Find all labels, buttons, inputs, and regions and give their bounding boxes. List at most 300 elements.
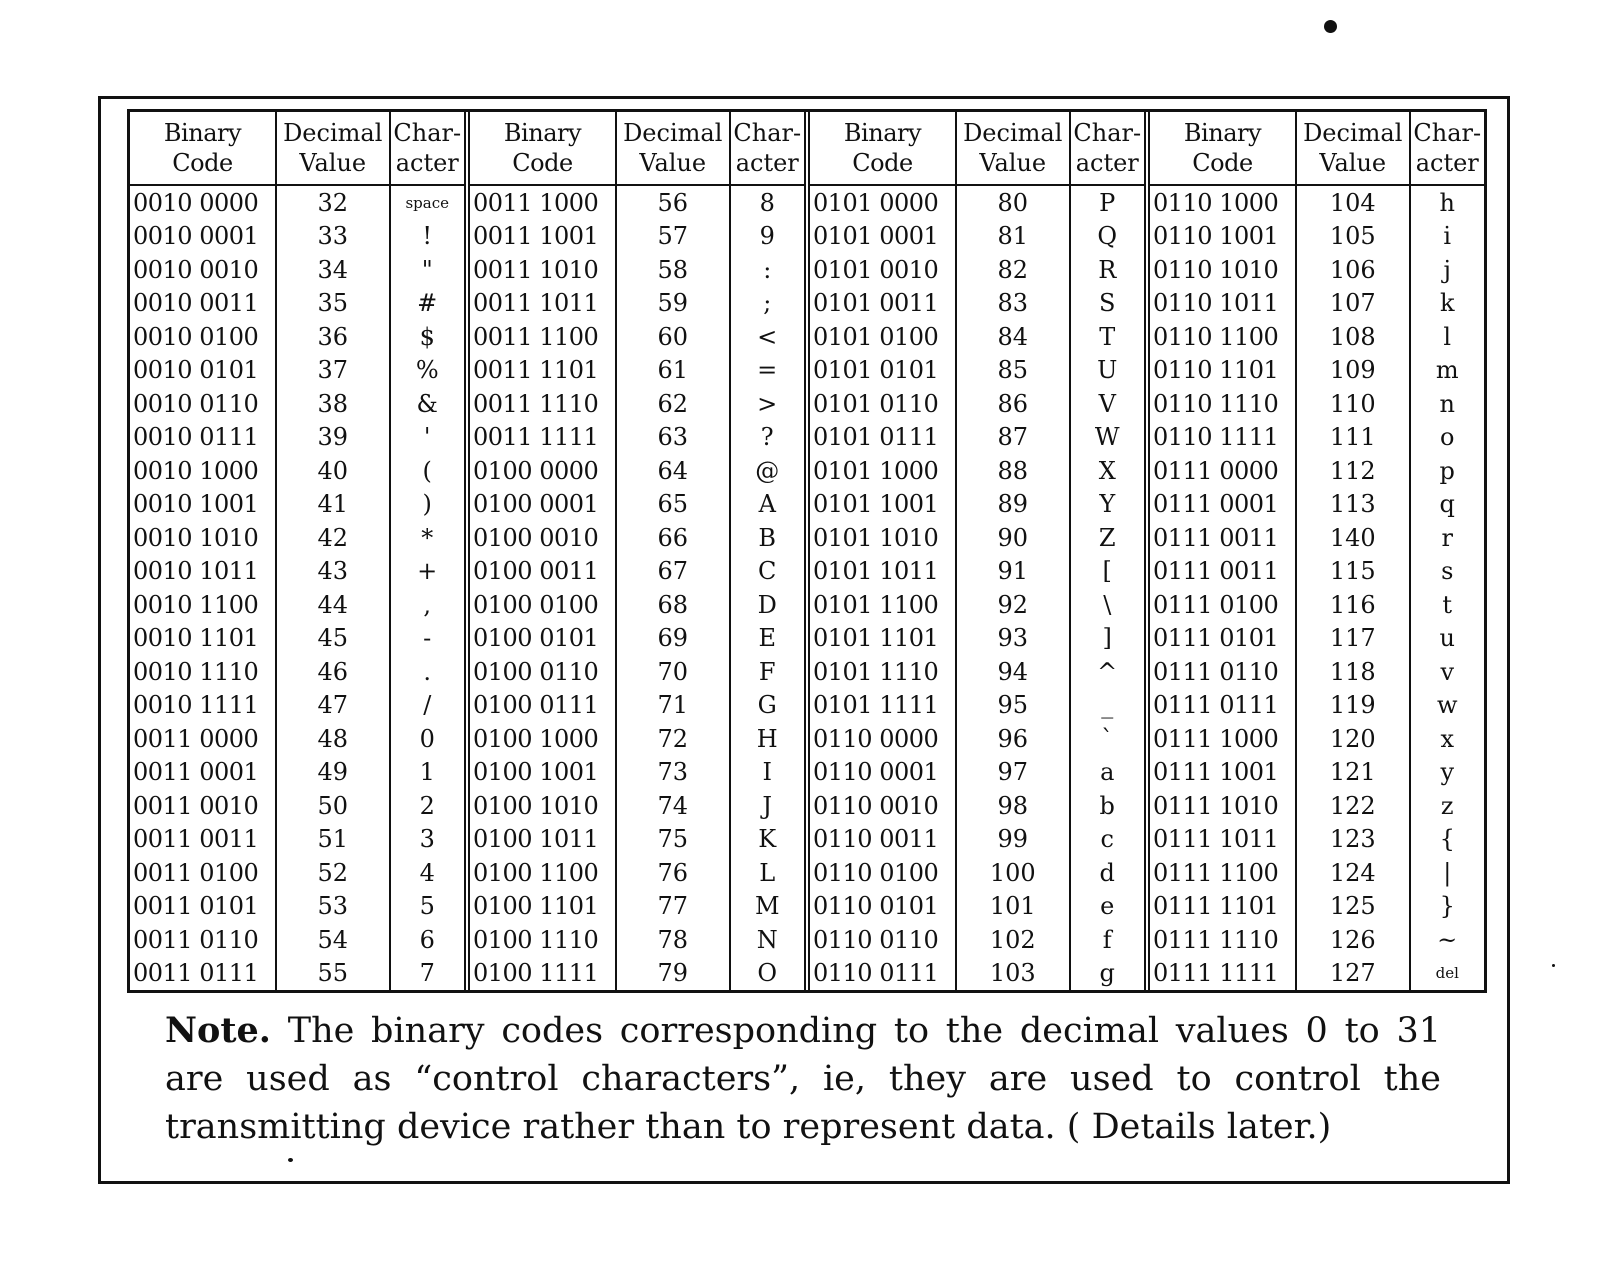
binary-code-cell: 0111 1001 (1150, 756, 1297, 790)
character-header (1071, 112, 1144, 184)
character-cell: M (754, 892, 780, 921)
decimal-value-cell: 110 (1297, 387, 1411, 421)
character-cell: del (1435, 964, 1459, 983)
decimal-value-header-line: Decimal (623, 119, 723, 147)
binary-code-cell: 0100 1011 (470, 823, 617, 857)
decimal-value-cell: 94 (957, 655, 1071, 689)
character-cell: R (1098, 255, 1117, 284)
binary-code-cell: 0111 1010 (1150, 789, 1297, 823)
character-cell: ' (423, 423, 431, 452)
table-body (130, 186, 464, 990)
character-cell: J (762, 791, 773, 820)
table-row (470, 555, 804, 589)
binary-code-cell: 0010 0101 (130, 354, 277, 388)
character-cell: ! (422, 222, 433, 251)
table-row (470, 689, 804, 723)
character-cell: q (1439, 490, 1455, 519)
binary-code-cell: 0101 0111 (810, 421, 957, 455)
character-cell: u (1439, 624, 1455, 653)
decimal-value-cell: 49 (277, 756, 391, 790)
character-cell: b (1099, 791, 1115, 820)
character-header-line: Char- (1073, 119, 1142, 147)
table-body (470, 186, 804, 990)
decimal-value-cell: 140 (1297, 521, 1411, 555)
decimal-value-cell: 109 (1297, 354, 1411, 388)
table-row (470, 588, 804, 622)
character-cell: t (1442, 590, 1453, 619)
table-row (810, 890, 1144, 924)
binary-code-cell: 0110 0100 (810, 856, 957, 890)
table-row (470, 387, 804, 421)
binary-code-cell: 0011 1001 (470, 220, 617, 254)
decimal-value-cell: 68 (617, 588, 731, 622)
decimal-value-cell: 116 (1297, 588, 1411, 622)
table-row (1150, 253, 1484, 287)
decimal-value-cell: 67 (617, 555, 731, 589)
character-header-line: acter (395, 149, 459, 177)
table-row (810, 320, 1144, 354)
decimal-value-cell: 62 (617, 387, 731, 421)
binary-code-header-line: Binary (843, 119, 922, 147)
decimal-value-cell: 117 (1297, 622, 1411, 656)
decimal-value-cell: 79 (617, 957, 731, 991)
table-row (130, 856, 464, 890)
binary-code-cell: 0101 1010 (810, 521, 957, 555)
decimal-value-cell: 51 (277, 823, 391, 857)
table-row (810, 387, 1144, 421)
binary-code-cell: 0111 1100 (1150, 856, 1297, 890)
binary-code-cell: 0010 0100 (130, 320, 277, 354)
character-cell: e (1100, 892, 1115, 921)
decimal-value-cell: 120 (1297, 722, 1411, 756)
decimal-value-cell: 76 (617, 856, 731, 890)
decimal-value-cell: 59 (617, 287, 731, 321)
decimal-value-cell: 90 (957, 521, 1071, 555)
binary-code-cell: 0100 0100 (470, 588, 617, 622)
table-row (130, 253, 464, 287)
table-row (470, 220, 804, 254)
decimal-value-header (1297, 112, 1411, 184)
binary-code-cell: 0100 0111 (470, 689, 617, 723)
decimal-value-cell: 80 (957, 186, 1071, 220)
table-row (1150, 823, 1484, 857)
character-cell: o (1440, 423, 1455, 452)
binary-code-cell: 0011 0010 (130, 789, 277, 823)
table-row (810, 789, 1144, 823)
binary-code-cell: 0010 0011 (130, 287, 277, 321)
decimal-value-cell: 45 (277, 622, 391, 656)
character-cell: $ (419, 322, 435, 351)
decimal-value-cell: 88 (957, 454, 1071, 488)
character-cell: V (1098, 389, 1116, 418)
binary-code-cell: 0101 1011 (810, 555, 957, 589)
table-row (470, 923, 804, 957)
table-row (130, 923, 464, 957)
binary-code-cell: 0011 0111 (130, 957, 277, 991)
table-row (810, 622, 1144, 656)
decimal-value-cell: 127 (1297, 957, 1411, 991)
character-cell: 3 (419, 825, 435, 854)
decimal-value-cell: 32 (277, 186, 391, 220)
character-header-line: acter (1075, 149, 1139, 177)
decimal-value-cell: 63 (617, 421, 731, 455)
decimal-value-cell: 52 (277, 856, 391, 890)
character-cell: , (423, 590, 432, 619)
binary-code-header (130, 112, 277, 184)
binary-code-cell: 0110 1010 (1150, 253, 1297, 287)
table-row (810, 555, 1144, 589)
decimal-value-cell: 101 (957, 890, 1071, 924)
character-cell: ; (763, 289, 772, 318)
decimal-value-cell: 111 (1297, 421, 1411, 455)
binary-code-header (1150, 112, 1297, 184)
character-cell: l (1443, 322, 1452, 351)
character-cell: < (757, 322, 778, 351)
binary-code-cell: 0110 0001 (810, 756, 957, 790)
binary-code-cell: 0011 0101 (130, 890, 277, 924)
binary-code-cell: 0111 0011 (1150, 521, 1297, 555)
decimal-value-cell: 66 (617, 521, 731, 555)
binary-code-cell: 0011 0110 (130, 923, 277, 957)
table-row (1150, 588, 1484, 622)
column-header-row (470, 112, 804, 186)
character-cell: y (1440, 758, 1455, 787)
table-row (1150, 622, 1484, 656)
table-row (470, 756, 804, 790)
binary-code-cell: 0101 1001 (810, 488, 957, 522)
character-cell: 9 (759, 222, 775, 251)
table-row (130, 957, 464, 991)
character-cell: m (1435, 356, 1459, 385)
character-cell: H (756, 724, 778, 753)
binary-code-cell: 0110 0101 (810, 890, 957, 924)
character-header-line: acter (1415, 149, 1479, 177)
table-column-group (1144, 112, 1484, 990)
table-row (130, 622, 464, 656)
decimal-value-cell: 91 (957, 555, 1071, 589)
table-row (470, 957, 804, 991)
table-row (810, 923, 1144, 957)
table-row (130, 421, 464, 455)
table-row (810, 253, 1144, 287)
binary-code-cell: 0111 1000 (1150, 722, 1297, 756)
character-cell: K (758, 825, 777, 854)
decimal-value-cell: 126 (1297, 923, 1411, 957)
character-cell: \ (1103, 590, 1112, 619)
character-cell: - (423, 624, 432, 653)
table-row (1150, 957, 1484, 991)
table-row (130, 320, 464, 354)
table-row (130, 354, 464, 388)
binary-code-header-line: Code (512, 149, 573, 177)
table-row (130, 454, 464, 488)
character-cell: } (1439, 892, 1455, 921)
decimal-value-cell: 73 (617, 756, 731, 790)
note-label: Note. (165, 1010, 271, 1051)
binary-code-cell: 0101 1100 (810, 588, 957, 622)
table-row (810, 756, 1144, 790)
binary-code-cell: 0111 0000 (1150, 454, 1297, 488)
table-row (810, 421, 1144, 455)
table-row (1150, 454, 1484, 488)
character-cell: { (1439, 825, 1455, 854)
table-row (470, 186, 804, 220)
table-row (130, 555, 464, 589)
character-cell: 4 (419, 858, 435, 887)
binary-code-cell: 0110 0110 (810, 923, 957, 957)
binary-code-cell: 0100 1001 (470, 756, 617, 790)
decimal-value-cell: 71 (617, 689, 731, 723)
binary-code-cell: 0100 1010 (470, 789, 617, 823)
ink-speck (1552, 964, 1555, 967)
binary-code-header-line: Binary (163, 119, 242, 147)
decimal-value-cell: 104 (1297, 186, 1411, 220)
character-cell: w (1436, 691, 1458, 720)
decimal-value-cell: 103 (957, 957, 1071, 991)
table-row (130, 756, 464, 790)
table-row (130, 823, 464, 857)
table-row (1150, 220, 1484, 254)
table-row (810, 220, 1144, 254)
decimal-value-cell: 119 (1297, 689, 1411, 723)
table-row (810, 722, 1144, 756)
table-row (470, 421, 804, 455)
decimal-value-cell: 50 (277, 789, 391, 823)
decimal-value-cell: 78 (617, 923, 731, 957)
note-text: The binary codes corresponding to the decimal values 0 to 31 are used as “control characters”, ie, they are used to control the transmitting device rather than to represent data. ( Details later.) (165, 1011, 1441, 1147)
binary-code-cell: 0011 1111 (470, 421, 617, 455)
binary-code-cell: 0010 1111 (130, 689, 277, 723)
character-cell: space (405, 193, 449, 212)
table-row (810, 186, 1144, 220)
table-row (470, 253, 804, 287)
table-row (1150, 387, 1484, 421)
character-cell: j (1443, 255, 1451, 284)
character-cell: % (415, 356, 439, 385)
table-row (1150, 421, 1484, 455)
table-row (470, 722, 804, 756)
character-cell: P (1099, 188, 1116, 217)
table-row (470, 789, 804, 823)
binary-code-cell: 0111 1101 (1150, 890, 1297, 924)
table-row (470, 856, 804, 890)
binary-code-cell: 0100 0000 (470, 454, 617, 488)
decimal-value-cell: 55 (277, 957, 391, 991)
character-cell: : (763, 255, 772, 284)
table-row (1150, 756, 1484, 790)
table-body (1150, 186, 1484, 990)
binary-code-cell: 0111 1111 (1150, 957, 1297, 991)
table-row (810, 287, 1144, 321)
character-cell: 5 (419, 892, 435, 921)
character-cell: h (1439, 188, 1455, 217)
character-header (731, 112, 804, 184)
table-row (470, 521, 804, 555)
binary-code-cell: 0100 0011 (470, 555, 617, 589)
table-row (470, 890, 804, 924)
binary-code-cell: 0010 1110 (130, 655, 277, 689)
decimal-value-cell: 41 (277, 488, 391, 522)
table-row (130, 186, 464, 220)
decimal-value-cell: 81 (957, 220, 1071, 254)
decimal-value-cell: 112 (1297, 454, 1411, 488)
character-cell: C (758, 557, 777, 586)
table-row (470, 454, 804, 488)
binary-code-cell: 0101 0010 (810, 253, 957, 287)
decimal-value-cell: 37 (277, 354, 391, 388)
binary-code-header-line: Code (852, 149, 913, 177)
decimal-value-cell: 100 (957, 856, 1071, 890)
binary-code-cell: 0011 1100 (470, 320, 617, 354)
table-row (1150, 488, 1484, 522)
decimal-value-cell: 74 (617, 789, 731, 823)
character-cell: L (759, 858, 776, 887)
table-row (130, 655, 464, 689)
binary-code-cell: 0101 0001 (810, 220, 957, 254)
decimal-value-header-line: Decimal (283, 119, 383, 147)
character-cell: D (757, 590, 777, 619)
binary-code-cell: 0101 0000 (810, 186, 957, 220)
character-cell: k (1439, 289, 1455, 318)
character-cell: ` (1101, 724, 1114, 753)
ascii-figure-frame (98, 96, 1510, 1184)
binary-code-cell: 0110 1011 (1150, 287, 1297, 321)
decimal-value-cell: 72 (617, 722, 731, 756)
decimal-value-cell: 43 (277, 555, 391, 589)
table-row (1150, 856, 1484, 890)
table-row (810, 957, 1144, 991)
table-row (130, 689, 464, 723)
decimal-value-cell: 93 (957, 622, 1071, 656)
binary-code-cell: 0010 0111 (130, 421, 277, 455)
binary-code-cell: 0101 0100 (810, 320, 957, 354)
binary-code-cell: 0010 0000 (130, 186, 277, 220)
decimal-value-cell: 82 (957, 253, 1071, 287)
character-cell: ) (422, 490, 432, 519)
table-row (1150, 186, 1484, 220)
character-cell: 6 (419, 925, 435, 954)
character-cell: f (1102, 925, 1112, 954)
decimal-value-cell: 38 (277, 387, 391, 421)
binary-code-cell: 0110 0011 (810, 823, 957, 857)
decimal-value-cell: 87 (957, 421, 1071, 455)
character-header-line: Char- (1413, 119, 1482, 147)
binary-code-cell: 0100 1110 (470, 923, 617, 957)
binary-code-cell: 0101 0101 (810, 354, 957, 388)
ascii-code-table (127, 109, 1487, 993)
character-cell: x (1440, 724, 1454, 753)
decimal-value-cell: 53 (277, 890, 391, 924)
table-body (810, 186, 1144, 990)
character-cell: Y (1099, 490, 1116, 519)
binary-code-header (470, 112, 617, 184)
table-row (810, 689, 1144, 723)
character-header-line: acter (735, 149, 799, 177)
character-cell: ^ (1097, 657, 1118, 686)
binary-code-cell: 0110 1000 (1150, 186, 1297, 220)
table-row (130, 488, 464, 522)
binary-code-cell: 0111 1110 (1150, 923, 1297, 957)
ink-speck (1324, 20, 1337, 33)
binary-code-cell: 0110 1001 (1150, 220, 1297, 254)
binary-code-cell: 0100 1000 (470, 722, 617, 756)
decimal-value-cell: 47 (277, 689, 391, 723)
table-row (130, 521, 464, 555)
binary-code-cell: 0110 1100 (1150, 320, 1297, 354)
decimal-value-cell: 48 (277, 722, 391, 756)
character-cell: N (756, 925, 778, 954)
binary-code-cell: 0011 1000 (470, 186, 617, 220)
decimal-value-cell: 42 (277, 521, 391, 555)
column-header-row (810, 112, 1144, 186)
character-cell: 1 (419, 758, 435, 787)
character-header-line: Char- (393, 119, 462, 147)
decimal-value-cell: 97 (957, 756, 1071, 790)
binary-code-cell: 0100 0010 (470, 521, 617, 555)
character-cell: Q (1097, 222, 1118, 251)
character-cell: . (423, 657, 432, 686)
table-row (1150, 555, 1484, 589)
binary-code-cell: 0010 1100 (130, 588, 277, 622)
table-row (1150, 354, 1484, 388)
binary-code-cell: 0110 1101 (1150, 354, 1297, 388)
character-cell: T (1099, 322, 1116, 351)
character-cell: 0 (419, 724, 435, 753)
binary-code-cell: 0010 1000 (130, 454, 277, 488)
binary-code-cell: 0011 0001 (130, 756, 277, 790)
decimal-value-cell: 34 (277, 253, 391, 287)
character-cell: + (417, 557, 438, 586)
table-row (1150, 890, 1484, 924)
character-header-line: Char- (733, 119, 802, 147)
table-row (130, 588, 464, 622)
binary-code-cell: 0111 0110 (1150, 655, 1297, 689)
character-cell: > (757, 389, 778, 418)
table-row (1150, 320, 1484, 354)
binary-code-cell: 0011 1010 (470, 253, 617, 287)
column-header-row (1150, 112, 1484, 186)
decimal-value-cell: 106 (1297, 253, 1411, 287)
character-cell: W (1094, 423, 1120, 452)
character-cell: a (1100, 758, 1115, 787)
note-paragraph (165, 1007, 1441, 1151)
table-column-group (130, 112, 464, 990)
character-cell: 8 (759, 188, 775, 217)
binary-code-cell: 0111 1011 (1150, 823, 1297, 857)
decimal-value-cell: 89 (957, 488, 1071, 522)
binary-code-cell: 0010 1001 (130, 488, 277, 522)
binary-code-cell: 0100 0110 (470, 655, 617, 689)
decimal-value-cell: 92 (957, 588, 1071, 622)
binary-code-cell: 0011 0000 (130, 722, 277, 756)
character-cell: ? (760, 423, 774, 452)
decimal-value-cell: 122 (1297, 789, 1411, 823)
table-row (810, 521, 1144, 555)
character-cell: v (1440, 657, 1455, 686)
table-row (1150, 923, 1484, 957)
column-header-row (130, 112, 464, 186)
character-header (1411, 112, 1484, 184)
decimal-value-cell: 58 (617, 253, 731, 287)
binary-code-cell: 0011 1101 (470, 354, 617, 388)
decimal-value-cell: 113 (1297, 488, 1411, 522)
binary-code-cell: 0100 1100 (470, 856, 617, 890)
table-row (470, 320, 804, 354)
decimal-value-cell: 123 (1297, 823, 1411, 857)
character-header (391, 112, 464, 184)
table-row (810, 856, 1144, 890)
character-cell: I (762, 758, 772, 787)
